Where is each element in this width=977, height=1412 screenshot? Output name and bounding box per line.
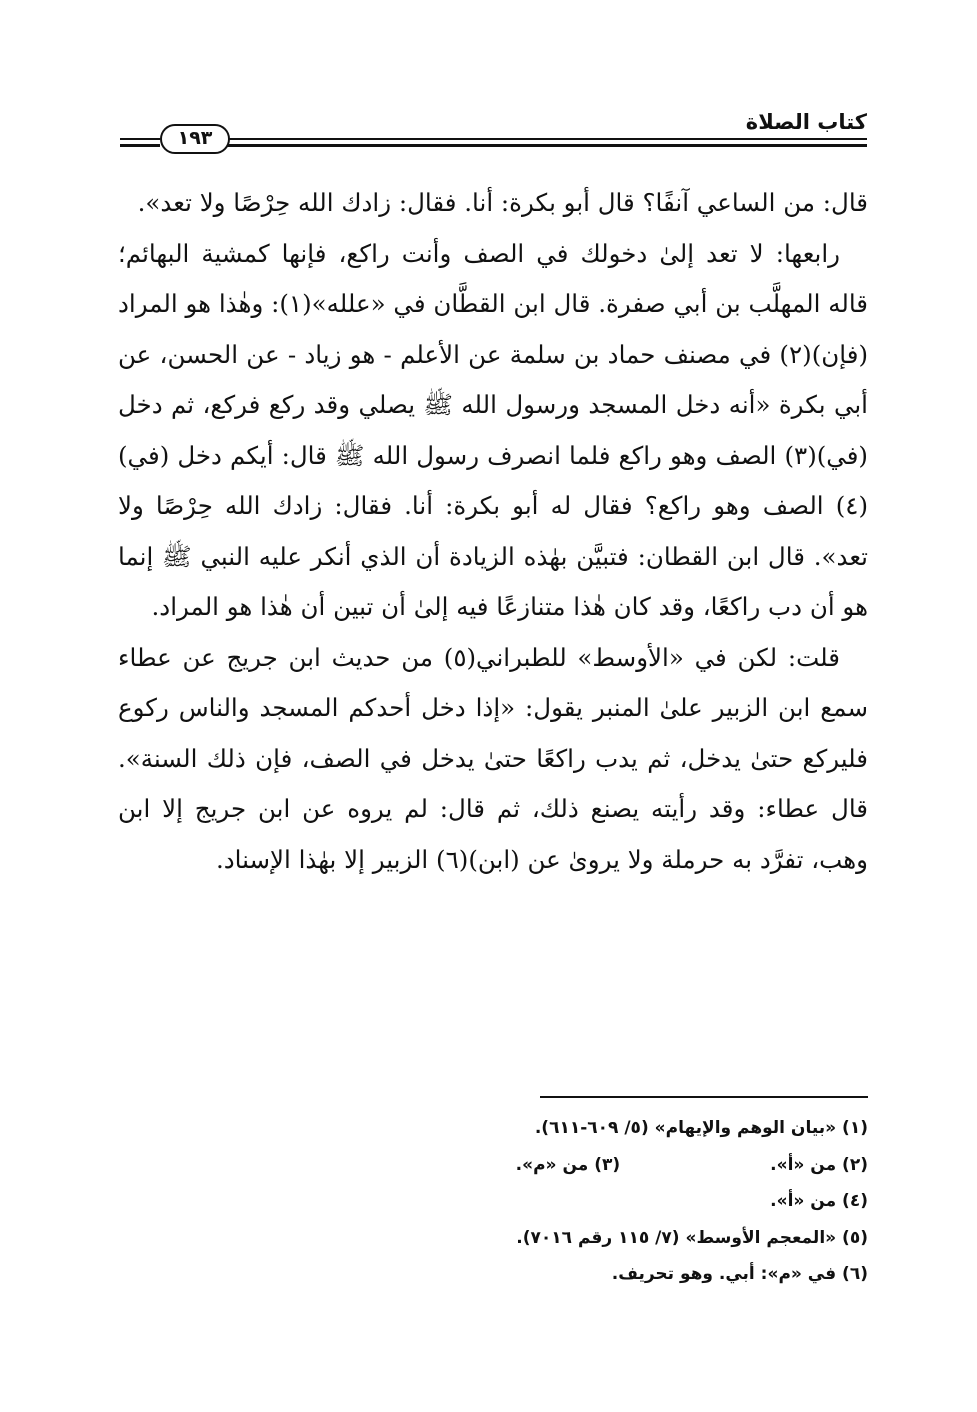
footnote-row bbox=[118, 1147, 868, 1184]
footnotes bbox=[118, 1110, 868, 1293]
header-rule bbox=[120, 144, 160, 147]
page-number: ١٩٣ bbox=[160, 124, 230, 154]
paragraph: قال: من الساعي آنفًا؟ قال أبو بكرة: أنا. فقال: زادك الله حِرْصًا ولا تعد». bbox=[137, 188, 868, 217]
paragraph: قلت: لكن في «الأوسط» للطبراني(٥) من حديث ابن جريج عن عطاء سمع ابن الزبير علىٰ المنبر يقول: «إذا دخل أحدكم المسجد والناس ركوع فليركع حتىٰ يدخل، ثم يدب راكعًا حتىٰ يدخل في الصف، فإن ذلك السنة». قال عطاء: وقد رأيته يصنع ذلك، ثم قال: لم يروه عن ابن جريج إلا ابن وهب، تفرَّد به حرملة ولا يروىٰ عن (ابن)(٦) الزبير إلا بهٰذا الإسناد. bbox=[118, 642, 868, 874]
book-title: كتاب الصلاة bbox=[745, 110, 867, 134]
footnote-separator bbox=[540, 1096, 868, 1098]
footnote: (٦) في «م»: أبي. وهو تحريف. bbox=[611, 1264, 868, 1284]
header-rule bbox=[227, 144, 867, 147]
footnote: (٢) من «أ». bbox=[770, 1154, 868, 1175]
main-text bbox=[118, 178, 868, 885]
header-rule bbox=[120, 138, 160, 140]
footnote: (٤) من «أ». bbox=[770, 1191, 868, 1211]
footnote: (١) «بيان الوهم والإيهام» (٥/ ٦٠٩-٦١١). bbox=[534, 1118, 868, 1138]
footnote: (٣) من «م». bbox=[515, 1154, 621, 1175]
header-rule bbox=[227, 138, 867, 140]
footnote: (٥) «المعجم الأوسط» (٧/ ١١٥ رقم ٧٠١٦). bbox=[516, 1227, 868, 1248]
paragraph: رابعها: لا تعد إلىٰ دخولك في الصف وأنت راكع، فإنها كمشية البهائم؛ قاله المهلَّب بن أبي صفرة. قال ابن القطَّان في «علله»(١): وهٰذا هو المراد (فإن)(٢) في مصنف حماد بن سلمة عن الأعلم - هو زياد - عن الحسن، عن أبي بكرة «أنه دخل المسجد ورسول الله ﷺ يصلي وقد ركع فركع، ثم دخل (في)(٣) الصف وهو راكع فلما انصرف رسول الله ﷺ قال: أيكم دخل (في)(٤) الصف وهو راكع؟ فقال له أبو بكرة: أنا. فقال: زادك الله حِرْصًا ولا تعد». قال ابن القطان: فتبيَّن بهٰذه الزيادة أن الذي أنكر عليه النبي ﷺ إنما هو أن دب راكعًا، وقد كان هٰذا متنازعًا فيه إلىٰ أن تبين أن هٰذا هو المراد. bbox=[118, 238, 868, 621]
running-header bbox=[120, 108, 867, 154]
